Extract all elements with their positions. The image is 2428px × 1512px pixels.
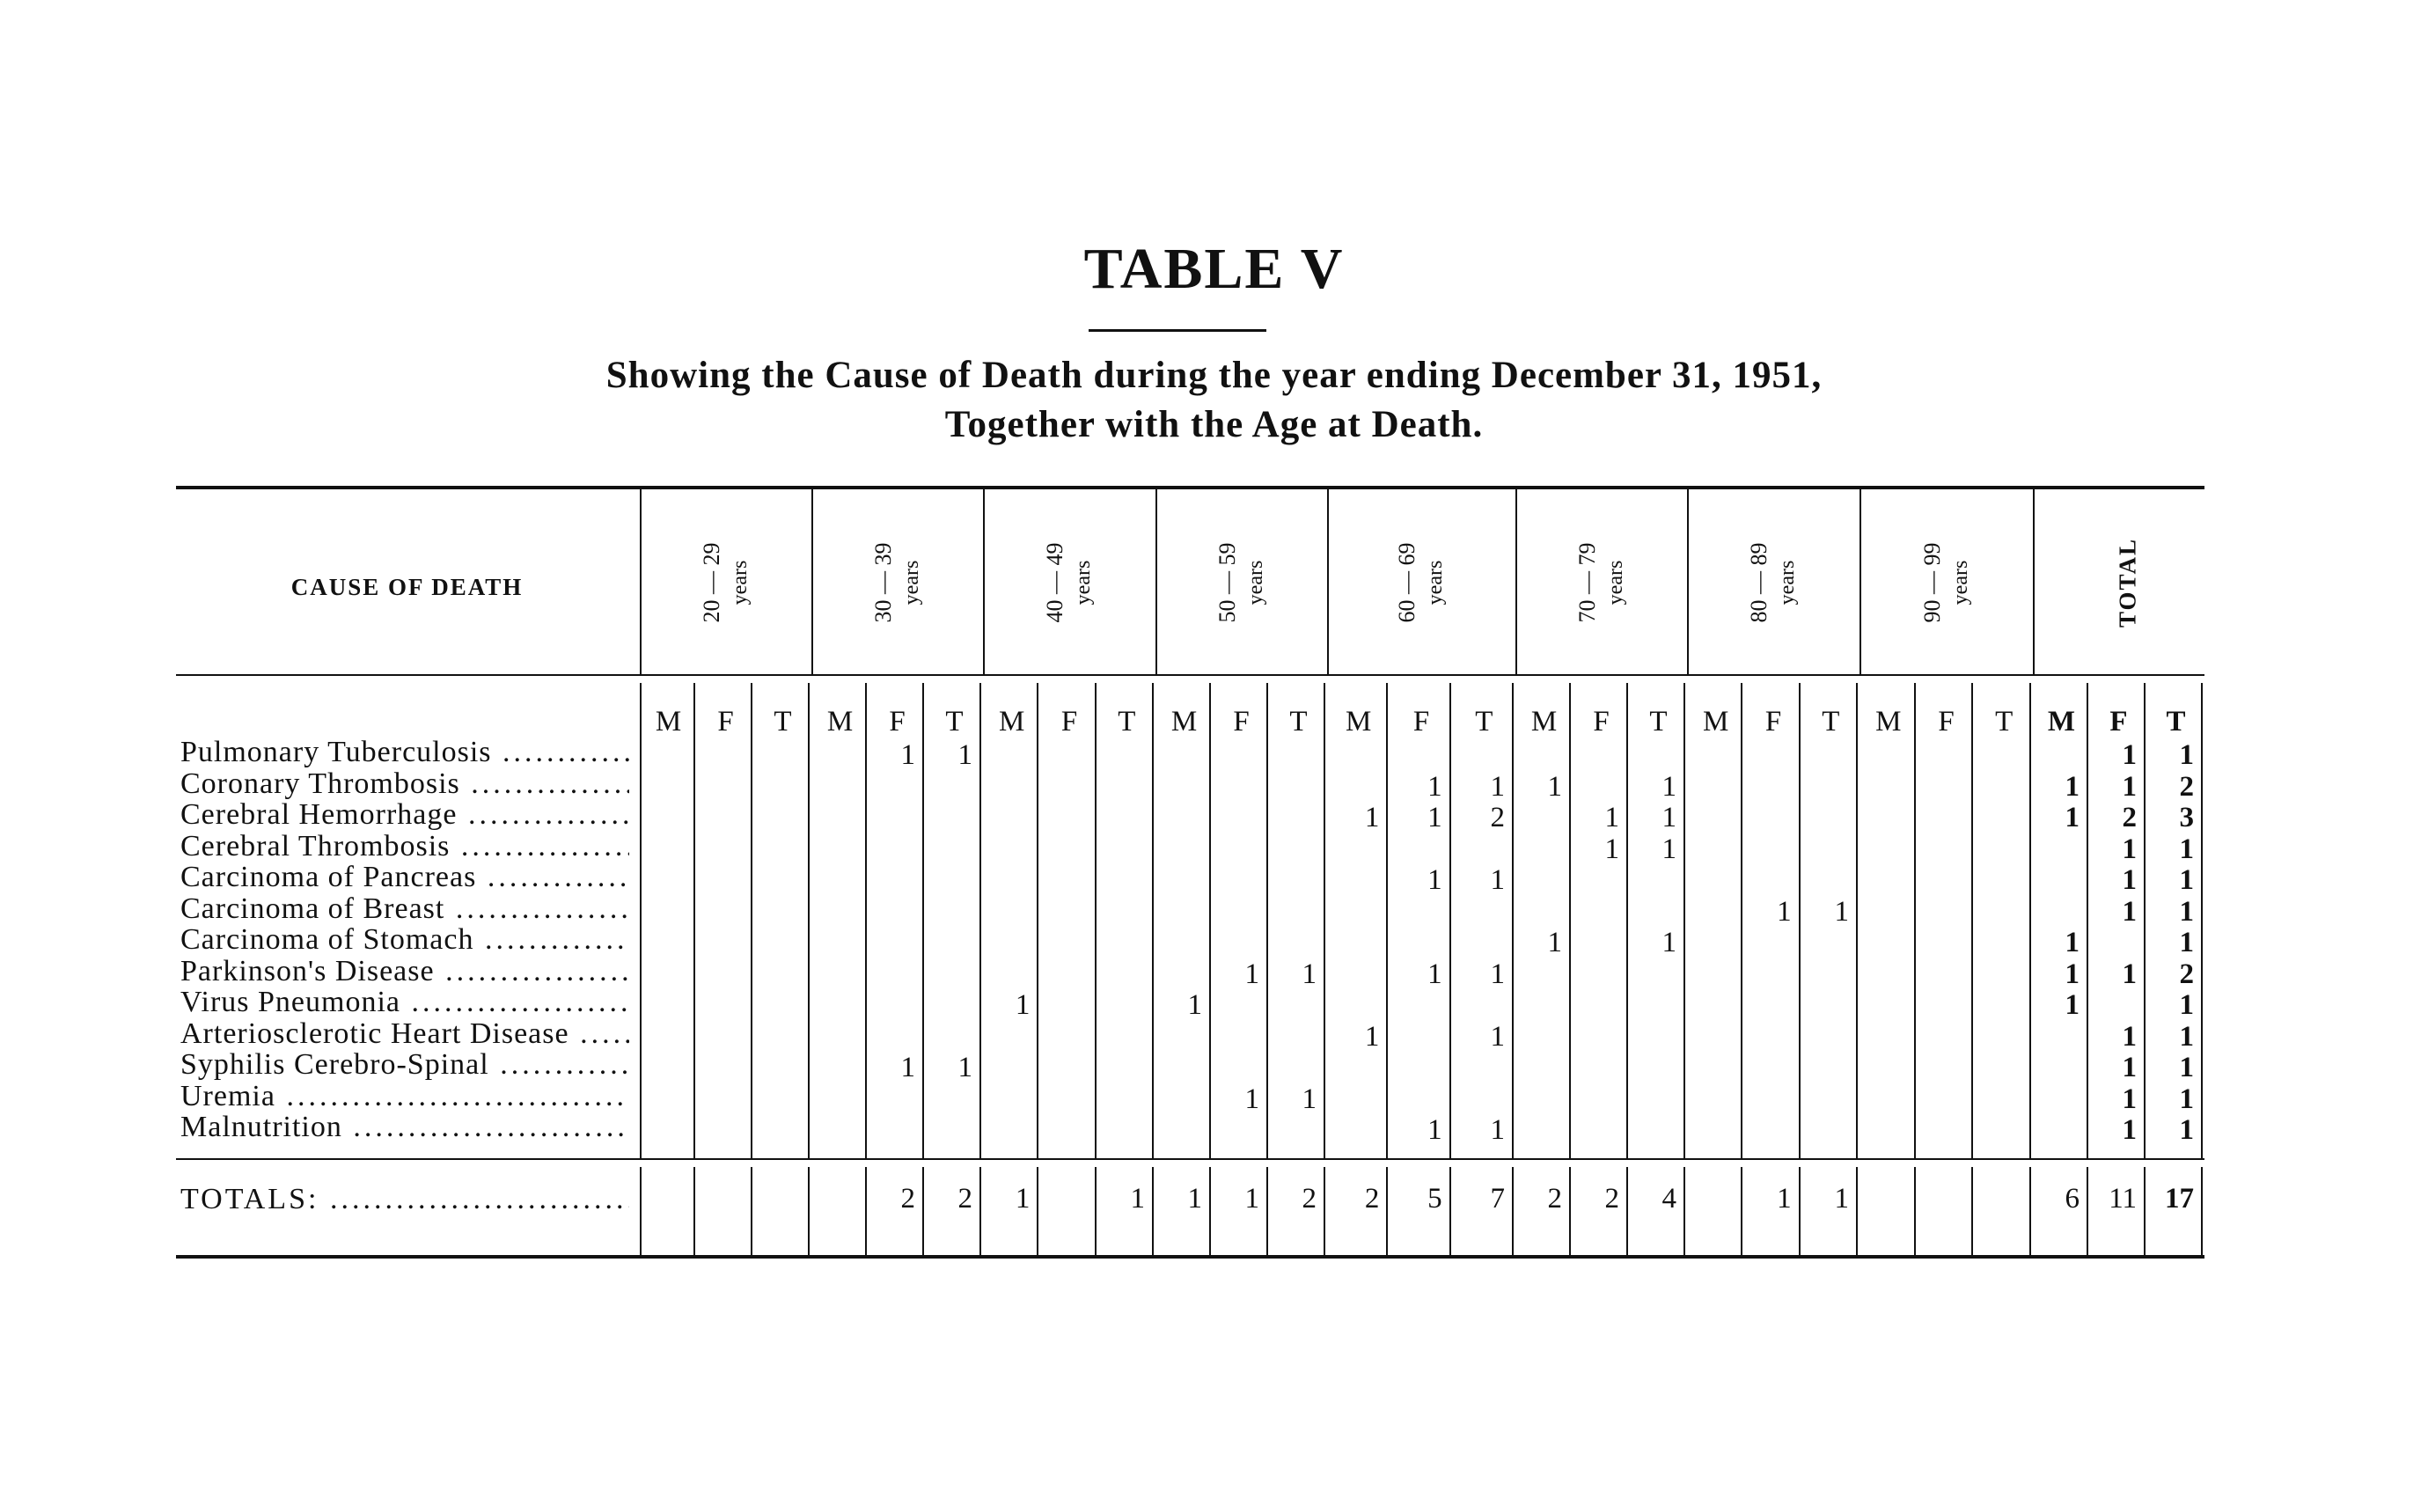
age-range: 40 — 49 [1042, 542, 1067, 623]
column-divider [1037, 683, 1038, 1158]
table-cell: 3 [2179, 802, 2194, 833]
table-cell: 1 [1490, 1020, 1505, 1053]
table-cell: 2 [2179, 770, 2194, 803]
table-cell: 1 [2122, 739, 2137, 771]
group-divider [811, 489, 813, 674]
total-cell: 11 [2109, 1183, 2137, 1215]
table-cell: 1 [1427, 958, 1442, 990]
table-cell: 1 [1490, 770, 1505, 803]
cause-label: Carcinoma of Stomach ..... [180, 923, 629, 957]
title-underline [1089, 329, 1266, 332]
column-divider [1856, 683, 1858, 1158]
column-divider [1741, 1167, 1742, 1255]
total-cell: 1 [1187, 1183, 1202, 1215]
age-unit: years [1243, 560, 1267, 606]
table-cell: 1 [1604, 802, 1619, 833]
table-cell: 1 [1604, 833, 1619, 865]
column-divider [1152, 1167, 1154, 1255]
table-cell: 1 [2122, 833, 2137, 865]
sub-column-header: F [717, 706, 734, 738]
table-cell: 1 [2179, 833, 2194, 865]
cause-label: Malnutrition ..... [180, 1111, 629, 1144]
age-group-header [698, 543, 754, 623]
column-divider [1095, 683, 1097, 1158]
column-divider [1683, 1167, 1685, 1255]
total-cell: 5 [1427, 1183, 1442, 1215]
cause-label: Cerebral Thrombosis ..... [180, 830, 629, 863]
total-cell: 1 [1130, 1183, 1145, 1215]
table-cell: 1 [2179, 1052, 2194, 1083]
table-cell: 1 [2179, 989, 2194, 1021]
column-divider [2029, 683, 2031, 1158]
table-cell: 2 [2179, 958, 2194, 990]
table-cell: 1 [2179, 1114, 2194, 1146]
column-divider [1037, 1167, 1038, 1255]
table-cell: 2 [2122, 802, 2137, 833]
age-unit: years [728, 560, 752, 606]
column-divider [1914, 683, 1916, 1158]
sub-column-header: T [1118, 706, 1136, 738]
table-cell: 1 [1661, 833, 1676, 865]
total-cell: 1 [1015, 1183, 1031, 1215]
age-group-header [1918, 543, 1975, 623]
total-cell: 1 [1777, 1183, 1792, 1215]
sub-column-header: T [2166, 706, 2186, 738]
table-cell: 1 [1244, 1083, 1259, 1115]
sub-column-header: M [826, 706, 854, 738]
sub-column-header: T [1995, 706, 2014, 738]
column-divider [2087, 1167, 2088, 1255]
column-divider [1741, 683, 1742, 1158]
table-cell: 1 [2179, 895, 2194, 928]
table-title: TABLE V [1083, 237, 1345, 301]
age-range: 20 — 29 [698, 542, 724, 623]
age-group-header [1393, 543, 1449, 623]
column-divider [640, 683, 642, 1158]
column-divider [1512, 683, 1514, 1158]
subtitle-line-1: Showing the Cause of Death during the year ending December 31, 1951, [605, 355, 1823, 396]
table-cell: 1 [1661, 802, 1676, 833]
table-cell: 1 [1427, 1114, 1442, 1146]
total-cell: 7 [1490, 1183, 1505, 1215]
age-group-header [1573, 543, 1630, 623]
cause-label: Syphilis Cerebro-Spinal ..... [180, 1048, 629, 1082]
column-divider [808, 683, 810, 1158]
column-divider [1512, 1167, 1514, 1255]
table-cell: 1 [2122, 1020, 2137, 1053]
table-cell: 1 [2179, 739, 2194, 771]
table-cell: 1 [2122, 958, 2137, 990]
column-divider [1914, 1167, 1916, 1255]
sub-column-header: F [1593, 706, 1610, 738]
sub-column-header: F [2109, 706, 2128, 738]
sub-column-header: F [1938, 706, 1955, 738]
column-divider [808, 1167, 810, 1255]
header-bottom-rule [176, 674, 2204, 676]
sub-column-header: F [1060, 706, 1078, 738]
column-divider [1569, 683, 1571, 1158]
table-cell: 1 [2122, 1083, 2137, 1115]
column-divider [693, 1167, 695, 1255]
cause-label: Virus Pneumonia ..... [180, 986, 629, 1019]
table-cell: 1 [2065, 927, 2080, 958]
column-divider [979, 683, 981, 1158]
total-cell: 2 [957, 1183, 972, 1215]
sub-column-header: T [1822, 706, 1840, 738]
age-unit: years [899, 560, 923, 606]
total-cell: 6 [2065, 1183, 2080, 1215]
table-cell: 1 [1661, 770, 1676, 803]
sub-column-header: T [945, 706, 964, 738]
table-top-rule [176, 486, 2204, 489]
age-group-header [1745, 543, 1801, 623]
table-cell: 1 [2122, 864, 2137, 896]
sub-column-header: F [1412, 706, 1430, 738]
sub-column-header: T [774, 706, 792, 738]
table-cell: 2 [1490, 802, 1505, 833]
column-divider [922, 683, 924, 1158]
totals-label: TOTALS: ..... [180, 1183, 629, 1216]
column-divider [2201, 1167, 2203, 1255]
column-divider [1971, 1167, 1973, 1255]
group-divider [1860, 489, 1861, 674]
sub-column-header: T [1475, 706, 1493, 738]
column-divider [1449, 683, 1451, 1158]
sub-column-header: M [998, 706, 1025, 738]
table-cell: 1 [1661, 927, 1676, 958]
age-group-header [1041, 543, 1097, 623]
column-divider [1152, 683, 1154, 1158]
total-cell: 17 [2165, 1183, 2194, 1215]
column-divider [1209, 1167, 1211, 1255]
column-divider [1799, 1167, 1801, 1255]
cause-label: Coronary Thrombosis ..... [180, 767, 629, 801]
column-divider [2144, 683, 2146, 1158]
column-divider [1386, 683, 1388, 1158]
table-cell: 1 [1244, 958, 1259, 990]
column-divider [2087, 683, 2088, 1158]
table-cell: 1 [1427, 802, 1442, 833]
sub-column-header: F [889, 706, 906, 738]
age-range: 70 — 79 [1573, 542, 1600, 623]
group-divider [983, 489, 985, 674]
column-divider [751, 1167, 752, 1255]
sub-column-header: M [2047, 706, 2076, 738]
column-divider [1209, 683, 1211, 1158]
table-cell: 1 [2122, 770, 2137, 803]
column-divider [1971, 683, 1973, 1158]
age-unit: years [1776, 560, 1799, 606]
table-cell: 1 [2065, 989, 2080, 1021]
total-cell: 2 [1604, 1183, 1619, 1215]
column-divider [1324, 1167, 1325, 1255]
table-cell: 1 [2179, 1020, 2194, 1053]
table-cell: 1 [957, 1052, 972, 1083]
cause-label: Carcinoma of Pancreas ..... [180, 861, 629, 894]
table-cell: 1 [2065, 958, 2080, 990]
table-cell: 1 [1547, 770, 1562, 803]
age-group-header [1214, 543, 1270, 623]
table-cell: 1 [2065, 802, 2080, 833]
column-divider [640, 1167, 642, 1255]
age-range: 60 — 69 [1394, 542, 1419, 623]
column-divider [865, 1167, 867, 1255]
column-divider [2029, 1167, 2031, 1255]
column-divider [1569, 1167, 1571, 1255]
column-divider [1266, 1167, 1268, 1255]
column-divider [1683, 683, 1685, 1158]
table-cell: 1 [1302, 958, 1317, 990]
table-cell: 1 [2122, 1114, 2137, 1146]
table-cell: 1 [957, 739, 972, 771]
column-divider [1449, 1167, 1451, 1255]
group-divider [640, 489, 642, 674]
cause-label: Arteriosclerotic Heart Disease ..... [180, 1017, 629, 1051]
total-cell: 2 [1302, 1183, 1317, 1215]
group-divider [1327, 489, 1329, 674]
sub-column-header: T [1649, 706, 1668, 738]
age-unit: years [1072, 560, 1095, 606]
table-bottom-rule [176, 1255, 2204, 1259]
sub-column-header: F [1233, 706, 1250, 738]
sub-column-header: M [655, 706, 682, 738]
column-divider [1626, 1167, 1628, 1255]
cause-of-death-header: CAUSE OF DEATH [290, 574, 524, 600]
sub-column-header: M [1170, 706, 1198, 738]
table-cell: 1 [2179, 1083, 2194, 1115]
total-cell: 1 [1244, 1183, 1259, 1215]
column-divider [922, 1167, 924, 1255]
table-cell: 1 [1364, 802, 1380, 833]
table-cell: 1 [2122, 1052, 2137, 1083]
cause-label: Carcinoma of Breast ..... [180, 892, 629, 926]
table-cell: 1 [1015, 989, 1031, 1021]
table-cell: 1 [1490, 864, 1505, 896]
cause-label: Parkinson's Disease ..... [180, 955, 629, 988]
table-cell: 1 [900, 739, 915, 771]
column-divider [751, 683, 752, 1158]
column-divider [2201, 683, 2203, 1158]
table-cell: 1 [1364, 1020, 1380, 1053]
sub-column-header: M [1875, 706, 1902, 738]
age-range: 90 — 99 [1918, 542, 1945, 623]
subtitle-line-2: Together with the Age at Death. [944, 404, 1484, 445]
group-divider [1515, 489, 1517, 674]
table-cell: 1 [1427, 864, 1442, 896]
column-divider [1799, 683, 1801, 1158]
table-cell: 1 [2179, 927, 2194, 958]
total-cell: 1 [1834, 1183, 1849, 1215]
table-cell: 1 [1302, 1083, 1317, 1115]
total-cell: 2 [1547, 1183, 1562, 1215]
column-divider [1095, 1167, 1097, 1255]
table-cell: 1 [1187, 989, 1202, 1021]
group-divider [1687, 489, 1689, 674]
table-cell: 1 [1777, 895, 1792, 928]
table-cell: 1 [2122, 895, 2137, 928]
table-cell: 1 [1490, 1114, 1505, 1146]
table-cell: 1 [1427, 770, 1442, 803]
cause-label: Pulmonary Tuberculosis ..... [180, 736, 629, 769]
age-unit: years [1424, 560, 1447, 606]
body-bottom-rule [176, 1158, 2204, 1160]
cause-label: Cerebral Hemorrhage ..... [180, 798, 629, 832]
sub-column-header: M [1702, 706, 1729, 738]
age-unit: years [1603, 560, 1627, 606]
column-divider [1324, 683, 1325, 1158]
column-divider [2144, 1167, 2146, 1255]
column-divider [693, 683, 695, 1158]
column-divider [979, 1167, 981, 1255]
table-cell: 1 [2179, 864, 2194, 896]
group-divider [1155, 489, 1157, 674]
sub-column-header: M [1345, 706, 1372, 738]
cause-label: Uremia ..... [180, 1080, 629, 1113]
table-cell: 1 [1834, 895, 1849, 928]
column-divider [1386, 1167, 1388, 1255]
table-cell: 1 [900, 1052, 915, 1083]
total-cell: 2 [900, 1183, 915, 1215]
table-cell: 1 [1490, 958, 1505, 990]
column-divider [865, 683, 867, 1158]
total-header: TOTAL [2114, 537, 2141, 628]
total-cell: 4 [1661, 1183, 1676, 1215]
age-range: 50 — 59 [1214, 542, 1240, 623]
column-divider [1856, 1167, 1858, 1255]
total-cell: 2 [1364, 1183, 1380, 1215]
age-group-header [869, 543, 926, 623]
table-cell: 1 [2065, 770, 2080, 803]
age-range: 80 — 89 [1746, 542, 1771, 623]
sub-column-header: M [1530, 706, 1558, 738]
sub-column-header: F [1764, 706, 1782, 738]
sub-column-header: T [1289, 706, 1308, 738]
column-divider [1266, 683, 1268, 1158]
table-cell: 1 [1547, 927, 1562, 958]
age-unit: years [1948, 560, 1972, 606]
age-range: 30 — 39 [869, 542, 896, 623]
group-divider [2033, 489, 2035, 674]
column-divider [1626, 683, 1628, 1158]
